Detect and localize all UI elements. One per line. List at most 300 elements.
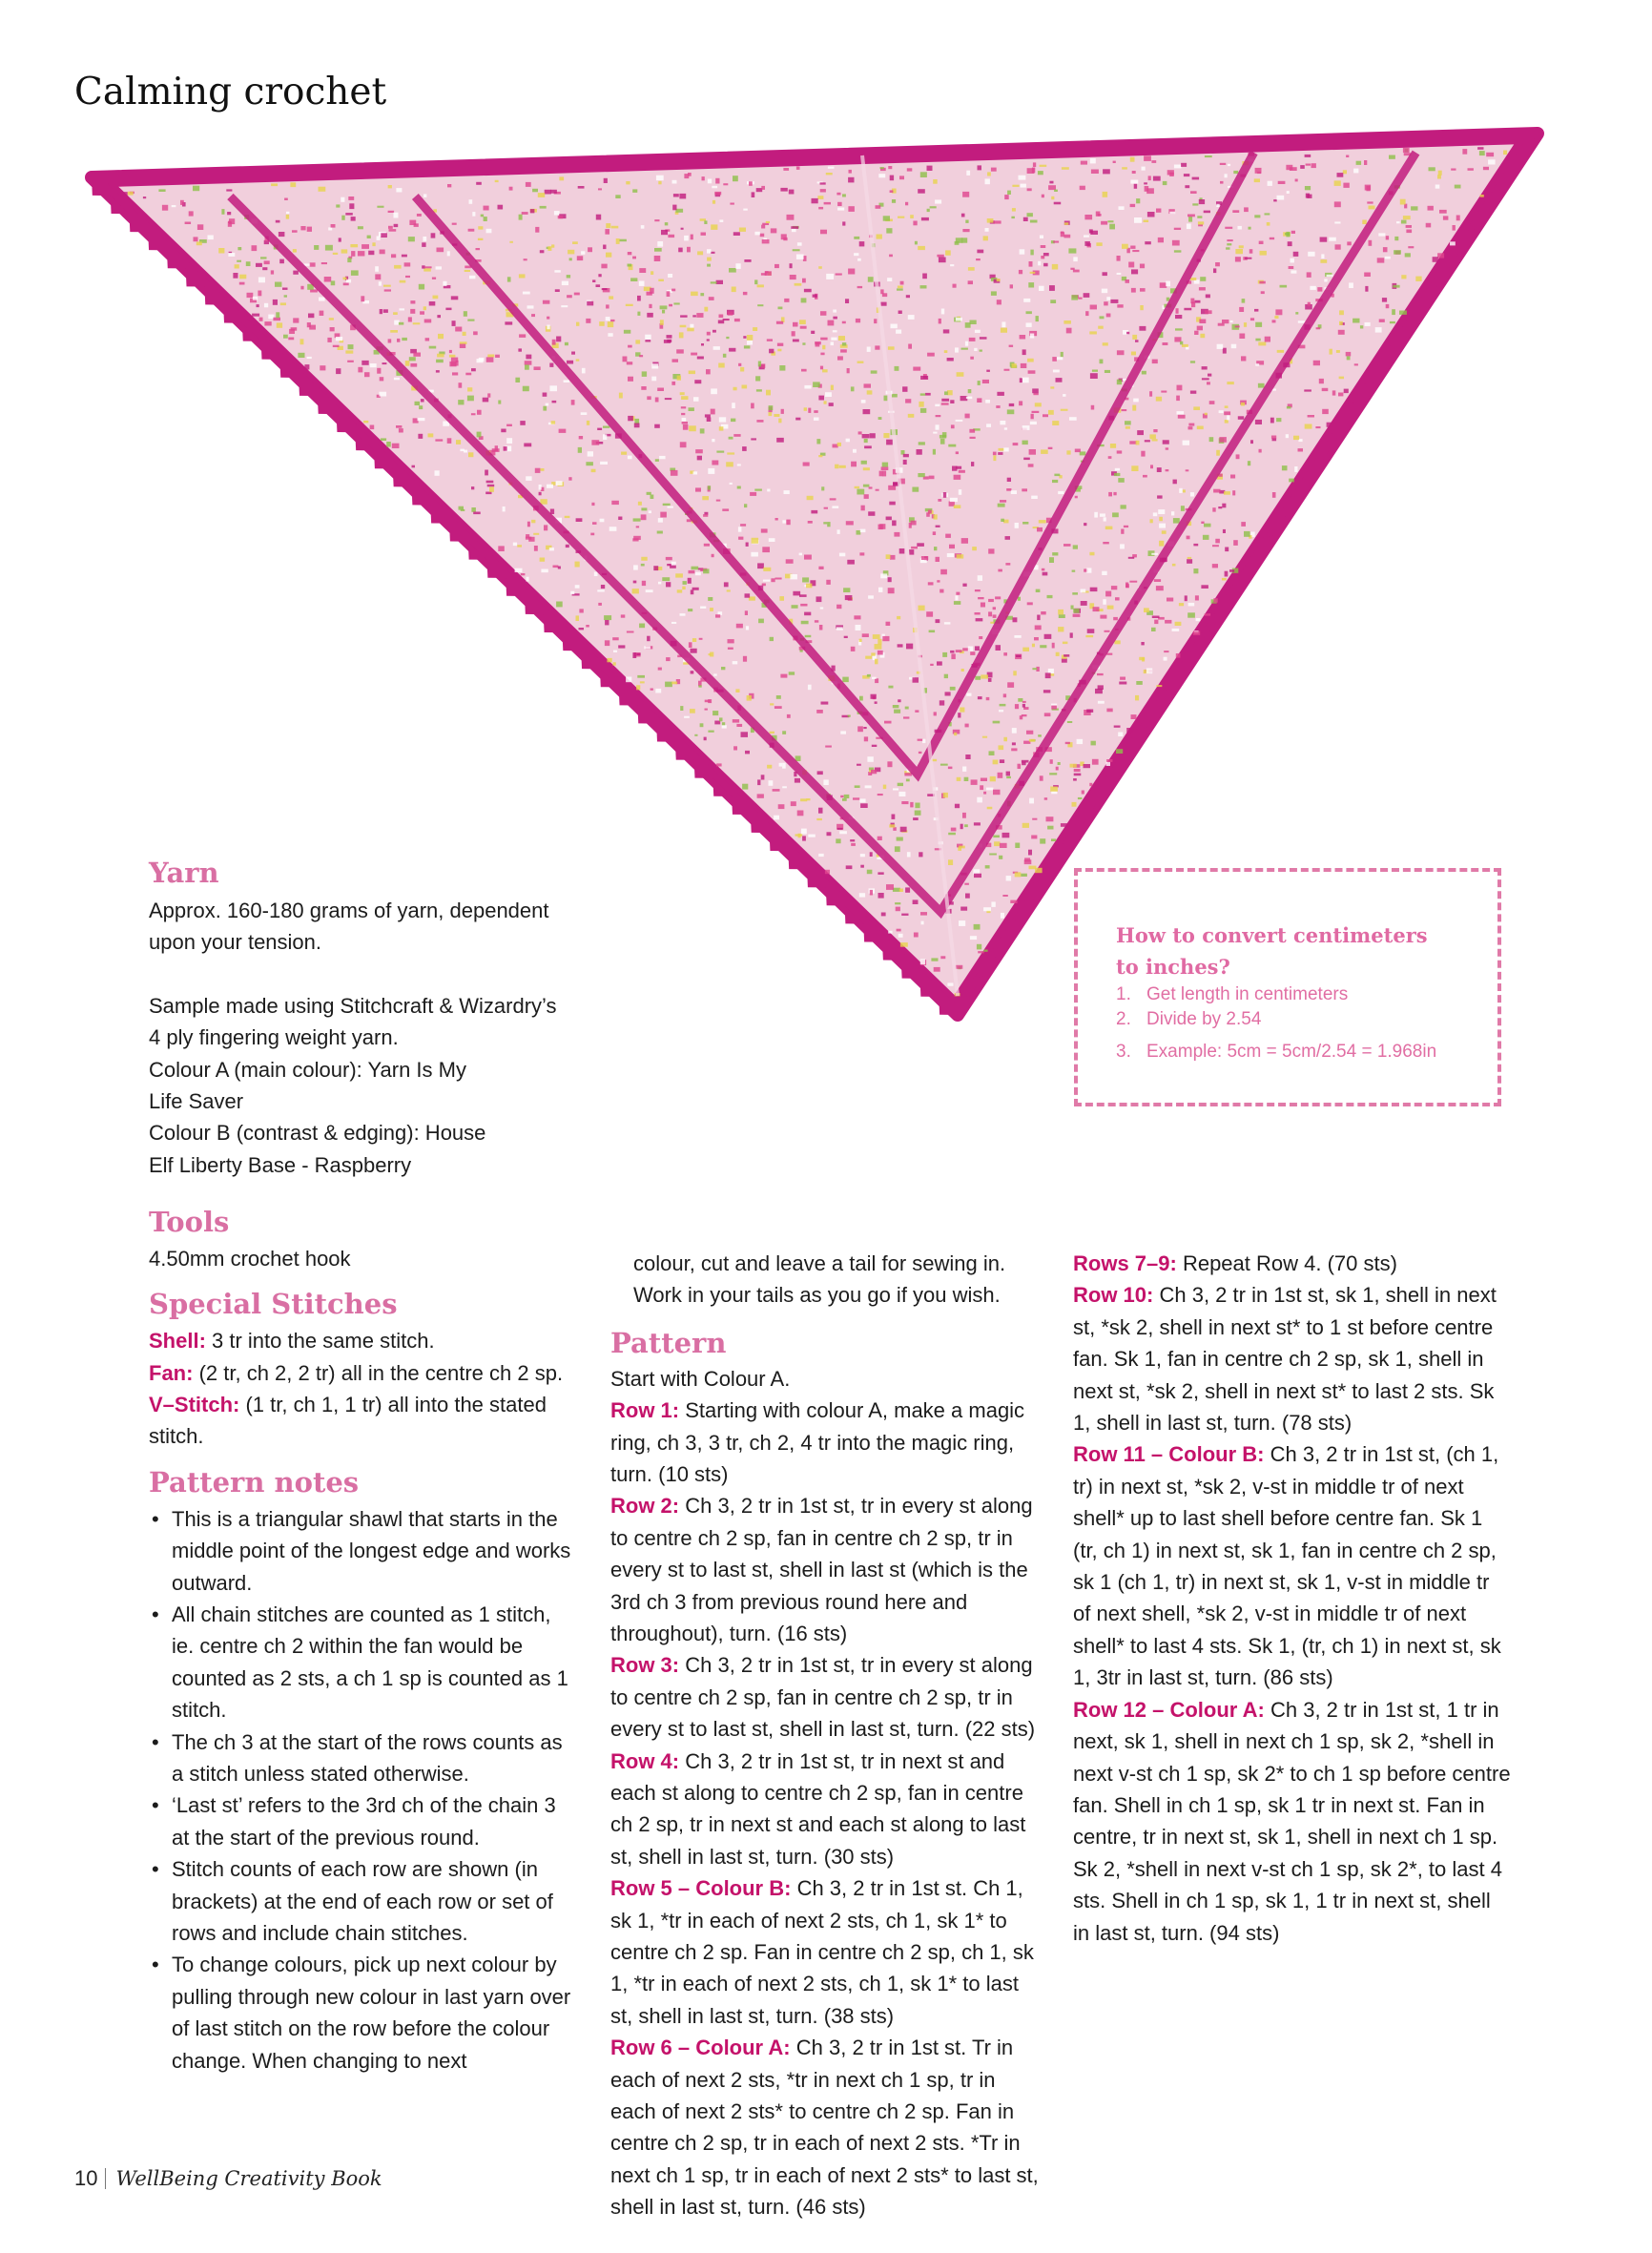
yarn-speckle (574, 293, 580, 296)
yarn-speckle (1125, 279, 1130, 283)
yarn-speckle (1061, 232, 1064, 234)
yarn-speckle (1131, 465, 1138, 471)
yarn-speckle (787, 714, 791, 718)
yarn-speckle (410, 363, 417, 367)
yarn-speckle (777, 349, 781, 352)
yarn-speckle (751, 403, 754, 409)
yarn-speckle (1365, 185, 1371, 191)
yarn-speckle (1198, 224, 1203, 226)
yarn-speckle (431, 233, 436, 238)
yarn-speckle (758, 362, 761, 367)
yarn-speckle (998, 504, 1005, 507)
yarn-speckle (876, 489, 879, 491)
yarn-speckle (761, 186, 765, 190)
yarn-speckle (1238, 416, 1244, 420)
yarn-speckle (1293, 252, 1299, 257)
yarn-speckle (1109, 224, 1115, 230)
yarn-speckle (627, 631, 634, 633)
yarn-speckle (519, 274, 526, 278)
yarn-speckle (570, 591, 574, 594)
yarn-speckle (1152, 360, 1158, 364)
yarn-speckle (639, 281, 645, 286)
yarn-speckle (844, 795, 850, 798)
yarn-speckle (1369, 206, 1375, 210)
yarn-speckle (1142, 371, 1146, 375)
yarn-speckle (908, 414, 915, 418)
yarn-speckle (437, 354, 444, 358)
yarn-speckle (947, 390, 953, 395)
yarn-speckle (567, 361, 573, 364)
yarn-speckle (889, 255, 893, 258)
yarn-speckle (739, 228, 746, 232)
publication-name: WellBeing Creativity Book (115, 2167, 382, 2190)
yarn-speckle (987, 807, 993, 810)
yarn-speckle (1027, 602, 1033, 605)
yarn-speckle (1182, 344, 1188, 347)
yarn-speckle (193, 186, 199, 192)
yarn-speckle (1117, 450, 1123, 453)
yarn-speckle (892, 199, 896, 203)
yarn-speckle (920, 172, 927, 177)
yarn-speckle (351, 270, 359, 276)
yarn-speckle (1438, 171, 1442, 176)
yarn-speckle (1205, 155, 1212, 157)
yarn-speckle (1086, 568, 1091, 572)
yarn-speckle (658, 668, 662, 671)
yarn-speckle (1390, 321, 1395, 323)
yarn-speckle (1029, 739, 1035, 742)
yarn-speckle (856, 319, 860, 322)
yarn-speckle (1012, 728, 1017, 734)
yarn-speckle (600, 462, 608, 465)
yarn-speckle (893, 788, 898, 790)
yarn-speckle (534, 546, 538, 551)
yarn-speckle (1310, 286, 1315, 290)
yarn-speckle (346, 279, 351, 283)
yarn-speckle (1205, 613, 1210, 615)
yarn-speckle (388, 339, 392, 342)
yarn-speckle (667, 340, 671, 342)
yarn-speckle (638, 502, 642, 506)
yarn-speckle (688, 609, 692, 611)
yarn-speckle (1175, 315, 1182, 319)
yarn-speckle (891, 324, 898, 329)
yarn-speckle (940, 569, 947, 575)
yarn-speckle (1033, 393, 1038, 395)
yarn-speckle (1228, 164, 1230, 166)
yarn-speckle (653, 566, 658, 570)
yarn-speckle (933, 531, 936, 535)
yarn-speckle (888, 588, 895, 593)
yarn-speckle (1003, 652, 1007, 655)
yarn-speckle (711, 388, 717, 394)
yarn-speckle (370, 363, 377, 367)
yarn-speckle (1089, 552, 1094, 556)
yarn-speckle (733, 232, 740, 236)
yarn-speckle (1195, 595, 1199, 600)
yarn-speckle (970, 936, 977, 940)
yarn-speckle (907, 168, 913, 171)
yarn-speckle (417, 214, 422, 217)
yarn-speckle (1232, 210, 1239, 213)
yarn-speckle (713, 673, 717, 675)
yarn-speckle (607, 658, 611, 662)
yarn-speckle (998, 773, 1003, 778)
yarn-speckle (1450, 241, 1456, 245)
yarn-speckle (1021, 874, 1027, 877)
yarn-speckle (949, 545, 955, 548)
yarn-speckle (341, 197, 344, 202)
yarn-speckle (733, 719, 739, 723)
yarn-speckle (736, 724, 742, 727)
yarn-speckle (405, 276, 410, 278)
yarn-speckle (361, 296, 364, 301)
yarn-speckle (952, 466, 958, 471)
yarn-speckle (1435, 185, 1440, 189)
yarn-speckle (1334, 201, 1341, 207)
yarn-speckle (811, 331, 815, 334)
yarn-speckle (452, 320, 456, 326)
yarn-speckle (1337, 173, 1344, 177)
yarn-speckle (986, 370, 990, 372)
yarn-speckle (883, 785, 886, 790)
yarn-speckle (784, 299, 789, 302)
yarn-speckle (1032, 668, 1037, 670)
yarn-speckle (892, 815, 896, 819)
yarn-speckle (271, 183, 278, 186)
yarn-speckle (994, 220, 1002, 223)
yarn-speckle (1156, 586, 1164, 590)
yarn-speckle (1405, 253, 1411, 257)
yarn-speckle (358, 226, 363, 229)
yarn-speckle (655, 689, 661, 693)
yarn-speckle (996, 405, 1000, 408)
yarn-speckle (884, 396, 888, 402)
yarn-speckle (783, 168, 789, 171)
yarn-speckle (863, 409, 871, 414)
yarn-speckle (1117, 256, 1121, 261)
yarn-speckle (745, 610, 748, 615)
yarn-speckle (1022, 704, 1025, 708)
yarn-speckle (1018, 698, 1022, 702)
yarn-speckle (823, 779, 828, 785)
yarn-speckle (941, 309, 944, 315)
yarn-speckle (298, 353, 304, 358)
yarn-speckle (724, 582, 729, 587)
yarn-speckle (1098, 685, 1104, 690)
yarn-speckle (679, 332, 684, 338)
tools-text: 4.50mm crochet hook (149, 1246, 351, 1271)
yarn-speckle (871, 370, 878, 373)
row-label: Row 2: (610, 1494, 680, 1519)
yarn-speckle (485, 470, 488, 476)
yarn-speckle (1085, 311, 1088, 316)
yarn-speckle (735, 689, 739, 692)
yarn-speckle (341, 216, 344, 220)
yarn-speckle (651, 377, 656, 382)
yarn-speckle (276, 220, 280, 223)
yarn-speckle (920, 912, 927, 916)
yarn-speckle (1002, 833, 1010, 837)
pattern-notes-heading: Pattern notes (149, 1465, 360, 1499)
yarn-speckle (908, 315, 915, 320)
yarn-speckle (1216, 204, 1219, 207)
yarn-speckle (918, 189, 925, 194)
yarn-speckle (696, 313, 703, 318)
yarn-speckle (271, 270, 274, 274)
yarn-speckle (320, 365, 325, 370)
yarn-speckle (368, 251, 374, 256)
yarn-speckle (944, 622, 951, 624)
yarn-speckle (1113, 617, 1118, 620)
yarn-speckle (619, 393, 623, 399)
yarn-speckle (1164, 651, 1168, 652)
row-text: Ch 3, 2 tr in 1st st. Ch 1, sk 1, *tr in each of next 2 sts, ch 1, sk 1* to centre ch 2 sp. Fan in centre ch 2 sp, ch 1, sk 1, *tr in each of next 2 sts, ch 1, sk 1* to last st, shell in last st, turn. (38 sts) (610, 1876, 1034, 2028)
yarn-speckle (1022, 488, 1027, 491)
convert-step (1116, 1007, 1459, 1032)
yarn-speckle (540, 499, 547, 505)
yarn-speckle (611, 501, 619, 505)
yarn-speckle (851, 462, 857, 467)
yarn-speckle (1386, 304, 1390, 308)
yarn-speckle (1100, 615, 1106, 619)
yarn-speckle (934, 712, 937, 715)
yarn-speckle (379, 392, 386, 397)
yarn-speckle (412, 465, 416, 468)
yarn-speckle (712, 330, 716, 333)
yarn-speckle (956, 592, 960, 595)
yarn-speckle (1308, 302, 1311, 307)
yarn-speckle (1315, 426, 1320, 428)
yarn-speckle (778, 804, 785, 809)
yarn-speckle (487, 485, 495, 487)
yarn-speckle (878, 837, 882, 840)
yarn-speckle (854, 253, 858, 256)
yarn-speckle (1113, 161, 1116, 163)
yarn-speckle (447, 251, 450, 256)
yarn-speckle (837, 208, 844, 211)
yarn-speckle (812, 198, 818, 203)
yarn-speckle (1219, 437, 1227, 443)
yarn-speckle (701, 343, 704, 346)
yarn-speckle (822, 345, 825, 350)
yarn-speckle (506, 438, 512, 444)
yarn-speckle (859, 696, 863, 701)
yarn-speckle (1081, 601, 1087, 606)
yarn-speckle (1233, 540, 1238, 546)
yarn-speckle (826, 580, 831, 585)
yarn-speckle (1118, 733, 1123, 737)
yarn-speckle (1176, 396, 1180, 402)
yarn-speckle (988, 548, 994, 553)
yarn-speckle (627, 362, 632, 364)
yarn-speckle (1120, 677, 1125, 680)
yarn-speckle (526, 355, 531, 360)
yarn-speckle (1192, 177, 1200, 180)
yarn-speckle (1084, 764, 1091, 768)
yarn-speckle (1265, 213, 1270, 215)
yarn-speckle (1012, 185, 1019, 187)
yarn-speckle (886, 622, 891, 626)
yarn-speckle (715, 614, 720, 617)
yarn-speckle (1149, 391, 1152, 397)
yarn-speckle (447, 438, 452, 444)
yarn-speckle (388, 226, 393, 229)
yarn-speckle (1000, 704, 1006, 707)
yarn-speckle (905, 399, 911, 403)
yarn-speckle (911, 521, 917, 526)
yarn-speckle (1227, 239, 1232, 241)
yarn-speckle (1201, 585, 1208, 589)
yarn-speckle (855, 486, 860, 488)
yarn-speckle (901, 801, 908, 804)
yarn-speckle (1174, 337, 1181, 341)
yarn-speckle (751, 552, 758, 557)
yarn-speckle (1176, 308, 1179, 314)
yarn-speckle (647, 396, 650, 400)
yarn-speckle (1143, 475, 1147, 478)
yarn-speckle (756, 420, 763, 423)
yarn-speckle (1238, 226, 1242, 230)
yarn-speckle (981, 674, 988, 678)
yarn-speckle (962, 192, 969, 197)
yarn-speckle (886, 228, 892, 233)
yarn-speckle (966, 171, 970, 176)
yarn-speckle (1021, 363, 1027, 368)
yarn-speckle (1007, 191, 1011, 195)
yarn-speckle (637, 312, 640, 316)
yarn-speckle (995, 596, 1001, 599)
yarn-speckle (626, 181, 630, 184)
yarn-speckle (951, 653, 955, 659)
yarn-speckle (1188, 603, 1195, 607)
yarn-speckle (912, 487, 919, 492)
yarn-speckle (1081, 161, 1087, 165)
row-text: Ch 3, 2 tr in 1st st, 1 tr in next, sk 1, shell in next ch 1 sp, sk 2, *shell in next v-st ch 1 sp, sk 2* to ch 1 sp before centre fan. Shell in ch 1 sp, sk 1 tr in next st. Fan in centre, tr in next st, sk 1, shell in next ch 1 sp. Sk 2, *shell in next v-st ch 1 sp, sk 2*, to last 4 sts. Shell in ch 1 sp, sk 1, 1 tr in next st, shell in last st, turn. (94 sts) (1073, 1697, 1511, 1945)
yarn-speckle (671, 562, 676, 566)
yarn-speckle (1000, 759, 1004, 763)
yarn-speckle (920, 285, 927, 288)
yarn-speckle (909, 549, 914, 555)
yarn-speckle (435, 470, 440, 476)
yarn-speckle (669, 304, 672, 307)
yarn-speckle (333, 345, 340, 347)
yarn-speckle (959, 489, 961, 495)
yarn-speckle (586, 625, 589, 628)
yarn-speckle (336, 368, 341, 374)
pattern-row (1073, 1438, 1512, 1693)
yarn-speckle (680, 315, 688, 317)
yarn-speckle (786, 559, 794, 564)
yarn-speckle (999, 710, 1003, 712)
yarn-speckle (926, 611, 933, 617)
yarn-speckle (1133, 399, 1139, 403)
yarn-speckle (826, 173, 833, 175)
yarn-speckle (519, 334, 526, 338)
yarn-speckle (618, 645, 625, 648)
yarn-speckle (945, 250, 951, 255)
yarn-speckle (867, 347, 871, 352)
yarn-speckle (898, 217, 904, 218)
yarn-speckle (1272, 492, 1276, 498)
yarn-speckle (858, 431, 862, 434)
pattern-row (610, 2032, 1040, 2222)
yarn-speckle (641, 564, 645, 567)
note-item: • The ch 3 at the start of the rows counts as a stitch unless stated otherwise. (149, 1726, 573, 1790)
yarn-speckle (473, 512, 481, 515)
yarn-speckle (1201, 522, 1204, 524)
yarn-speckle (1278, 181, 1286, 184)
yarn-speckle (665, 398, 671, 400)
yarn-speckle (260, 257, 267, 258)
yarn-speckle (680, 706, 683, 711)
yarn-speckle (886, 884, 894, 890)
yarn-speckle (1192, 203, 1198, 205)
yarn-speckle (927, 166, 933, 171)
yarn-speckle (227, 212, 231, 215)
yarn-speckle (1291, 270, 1296, 273)
yarn-speckle (819, 625, 823, 630)
yarn-speckle (1072, 592, 1078, 595)
yarn-speckle (662, 577, 670, 581)
yarn-speckle (762, 584, 766, 587)
yarn-speckle (1153, 176, 1161, 181)
yarn-speckle (884, 721, 892, 724)
yarn-speckle (749, 181, 753, 186)
yarn-speckle (672, 180, 677, 184)
yarn-speckle (1085, 635, 1093, 637)
yarn-speckle (1102, 289, 1107, 294)
yarn-speckle (1190, 391, 1196, 394)
yarn-speckle (1273, 199, 1277, 201)
yarn-speckle (1134, 184, 1137, 189)
yarn-speckle (413, 322, 421, 324)
yarn-speckle (956, 420, 963, 422)
yarn-speckle (933, 432, 937, 434)
yarn-speckle (1286, 165, 1292, 170)
yarn-speckle (1003, 737, 1007, 741)
yarn-speckle (1462, 149, 1467, 155)
yarn-speckle (1193, 406, 1200, 410)
yarn-speckle (709, 297, 714, 300)
yarn-speckle (641, 386, 646, 390)
yarn-speckle (1259, 449, 1262, 453)
yarn-speckle (842, 221, 845, 225)
yarn-speckle (550, 190, 557, 194)
yarn-speckle (1225, 174, 1228, 177)
yarn-speckle (703, 568, 709, 573)
yarn-speckle (1105, 370, 1110, 373)
yarn-speckle (915, 241, 918, 245)
yarn-speckle (565, 342, 568, 345)
yarn-speckle (898, 783, 903, 786)
yarn-speckle (541, 569, 547, 573)
yarn-speckle (758, 619, 764, 624)
yarn-speckle (1190, 361, 1195, 362)
row-label: Row 3: (610, 1653, 680, 1678)
yarn-speckle (553, 566, 559, 568)
yarn-speckle (803, 463, 810, 466)
yarn-speckle (692, 588, 699, 590)
yarn-speckle (654, 424, 660, 428)
yarn-speckle (790, 574, 797, 579)
yarn-speckle (974, 874, 981, 878)
yarn-speckle (1063, 654, 1069, 657)
yarn-speckle (977, 398, 981, 403)
yarn-speckle (1084, 235, 1089, 237)
yarn-speckle (691, 649, 697, 653)
yarn-speckle (1140, 305, 1144, 310)
